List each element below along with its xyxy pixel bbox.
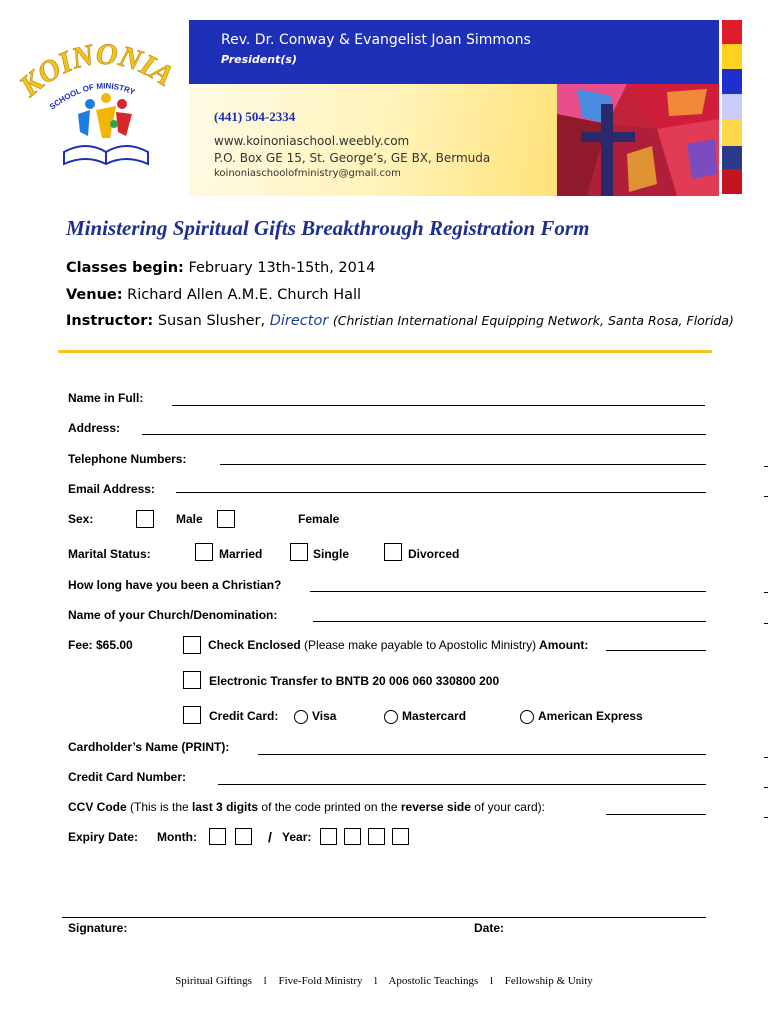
- check-enclosed-checkbox[interactable]: [183, 636, 201, 654]
- ccv-note-2: last 3 digits: [192, 800, 259, 814]
- divider-rule: [58, 350, 712, 353]
- cardholder-label: Cardholder’s Name (PRINT):: [68, 740, 230, 754]
- header-band: [189, 20, 719, 84]
- christian-duration-label: How long have you been a Christian?: [68, 578, 282, 592]
- cardholder-field[interactable]: [258, 754, 706, 755]
- address-label: Address:: [68, 421, 121, 435]
- venue-value: Richard Allen A.M.E. Church Hall: [127, 287, 362, 303]
- electronic-transfer-label: Electronic Transfer to BNTB 20 006 060 330800 200: [209, 674, 500, 688]
- year-label: Year:: [282, 830, 312, 844]
- color-swatch: [722, 20, 742, 44]
- edge-tick: [764, 466, 768, 467]
- ccv-label: CCV Code: [68, 800, 127, 814]
- instructor-label: Instructor:: [66, 313, 154, 329]
- footer-item: Five-Fold Ministry: [278, 975, 363, 987]
- single-checkbox[interactable]: [290, 543, 308, 561]
- telephone-label: Telephone Numbers:: [68, 452, 187, 466]
- amount-label: Amount:: [539, 638, 589, 652]
- email-field[interactable]: [176, 492, 706, 493]
- sex-male-checkbox[interactable]: [136, 510, 154, 528]
- church-label: Name of your Church/Denomination:: [68, 608, 278, 622]
- venue-label: Venue:: [66, 287, 123, 303]
- amex-radio[interactable]: [520, 710, 534, 724]
- year-digit-box[interactable]: [392, 828, 409, 845]
- mastercard-radio[interactable]: [384, 710, 398, 724]
- instructor-role: Director: [269, 313, 329, 329]
- header-banner: [189, 20, 719, 196]
- telephone-field[interactable]: [220, 464, 706, 465]
- year-digit-box[interactable]: [344, 828, 361, 845]
- expiry-slash: /: [268, 829, 272, 845]
- credit-card-label: Credit Card:: [209, 709, 279, 723]
- sex-label: Sex:: [68, 512, 94, 526]
- email-label: Email Address:: [68, 482, 155, 496]
- address-field[interactable]: [142, 434, 706, 435]
- divorced-label: Divorced: [408, 547, 460, 561]
- year-digit-box[interactable]: [320, 828, 337, 845]
- logo-subtitle-text: SCHOOL OF MINISTRY: [47, 81, 137, 112]
- month-label: Month:: [157, 830, 197, 844]
- edge-tick: [764, 592, 768, 593]
- color-swatch: [722, 69, 742, 94]
- footer-separator: l: [263, 975, 267, 987]
- color-swatch: [722, 44, 742, 69]
- footer-separator: l: [489, 975, 494, 987]
- name-field[interactable]: [172, 405, 705, 406]
- month-digit-box[interactable]: [235, 828, 252, 845]
- instructor-line: [66, 313, 734, 329]
- classes-line: [66, 260, 375, 276]
- check-enclosed-label: Check Enclosed: [208, 638, 301, 652]
- check-enclosed-line: [208, 638, 588, 652]
- married-checkbox[interactable]: [195, 543, 213, 561]
- church-field[interactable]: [313, 621, 706, 622]
- card-number-field[interactable]: [218, 784, 706, 785]
- logo-name-text: OINONIA: [31, 40, 180, 93]
- president-role: President(s): [221, 53, 297, 66]
- christian-duration-field[interactable]: [310, 591, 706, 592]
- venue-line: [66, 287, 361, 303]
- signature-date-line[interactable]: [62, 917, 706, 918]
- edge-tick: [764, 757, 768, 758]
- edge-tick: [764, 787, 768, 788]
- classes-value: February 13th-15th, 2014: [188, 260, 376, 276]
- president-name: Rev. Dr. Conway & Evangelist Joan Simmons: [221, 32, 531, 48]
- month-digit-box[interactable]: [209, 828, 226, 845]
- edge-tick: [764, 817, 768, 818]
- name-label: Name in Full:: [68, 391, 144, 405]
- footer-item: Spiritual Giftings: [175, 975, 252, 987]
- stained-glass-image: [557, 84, 719, 196]
- website-link[interactable]: www.koinoniaschool.weebly.com: [214, 134, 410, 148]
- sex-male-label: Male: [176, 512, 203, 526]
- svg-text:KOINONIA: [18, 40, 180, 104]
- color-swatch: [722, 119, 742, 146]
- classes-label: Classes begin:: [66, 260, 184, 276]
- koinonia-logo: [18, 40, 188, 180]
- divorced-checkbox[interactable]: [384, 543, 402, 561]
- sex-female-label: Female: [298, 512, 340, 526]
- married-label: Married: [219, 547, 263, 561]
- marital-label: Marital Status:: [68, 547, 151, 561]
- instructor-name: Susan Slusher,: [157, 313, 266, 329]
- instructor-org: (Christian International Equipping Network, Santa Rosa, Florida): [332, 313, 734, 328]
- ccv-field[interactable]: [606, 814, 706, 815]
- color-swatch: [722, 94, 742, 119]
- card-number-label: Credit Card Number:: [68, 770, 187, 784]
- year-digit-box[interactable]: [368, 828, 385, 845]
- single-label: Single: [313, 547, 350, 561]
- ccv-note-4: reverse side: [400, 800, 471, 814]
- footer-item: Apostolic Teachings: [388, 975, 479, 987]
- email-address[interactable]: koinoniaschoolofministry@gmail.com: [214, 168, 401, 179]
- ccv-note-3: of the code printed on the: [261, 800, 398, 814]
- visa-label: Visa: [312, 709, 337, 723]
- sex-female-checkbox[interactable]: [217, 510, 235, 528]
- ccv-line: [68, 800, 545, 814]
- footer-separator: l: [374, 975, 378, 987]
- expiry-label: Expiry Date:: [68, 830, 139, 844]
- form-title: Ministering Spiritual Gifts Breakthrough Registration Form: [66, 216, 590, 240]
- postal-address: P.O. Box GE 15, St. George’s, GE BX, Bermuda: [214, 151, 491, 165]
- fee-label: Fee: $65.00: [68, 638, 133, 652]
- mastercard-label: Mastercard: [402, 709, 467, 723]
- color-swatch: [722, 146, 742, 169]
- electronic-transfer-checkbox[interactable]: [183, 671, 201, 689]
- amex-label: American Express: [538, 709, 643, 723]
- date-label: Date:: [474, 921, 505, 935]
- footer-item: Fellowship & Unity: [504, 975, 593, 987]
- color-swatch: [722, 169, 742, 194]
- phone-number: (441) 504-2334: [214, 109, 296, 124]
- check-payable-note: (Please make payable to Apostolic Ministry): [304, 638, 537, 652]
- visa-radio[interactable]: [294, 710, 308, 724]
- amount-field[interactable]: [606, 650, 706, 651]
- signature-label: Signature:: [68, 921, 128, 935]
- credit-card-checkbox[interactable]: [183, 706, 201, 724]
- edge-tick: [764, 496, 768, 497]
- edge-tick: [764, 623, 768, 624]
- ccv-note-1: (This is the: [130, 800, 189, 814]
- ccv-note-5: of your card):: [474, 800, 545, 814]
- footer-tagline: [0, 975, 768, 987]
